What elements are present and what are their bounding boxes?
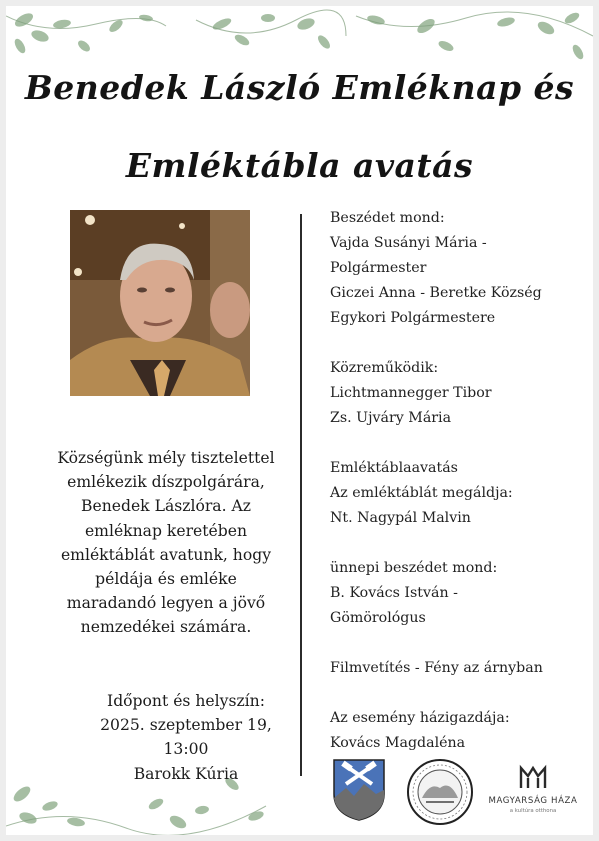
intro-paragraph bbox=[26, 446, 306, 640]
program-line: Közreműködik: bbox=[330, 360, 439, 376]
program-line: B. Kovács István - bbox=[330, 585, 458, 601]
magyarsag-haza-logo bbox=[486, 764, 580, 814]
event-date: 2025. szeptember 19, bbox=[100, 716, 272, 735]
top-leaf-garland bbox=[6, 6, 593, 76]
program-line: Az emléktáblát megáldja: bbox=[330, 485, 513, 501]
program-line: ünnepi beszédet mond: bbox=[330, 560, 498, 576]
intro-line: példája és emléke bbox=[95, 570, 237, 589]
program-block-festive-speech bbox=[330, 556, 592, 631]
program-block-host bbox=[330, 706, 592, 756]
intro-line: Benedek Lászlóra. Az bbox=[81, 497, 251, 516]
program-block-film bbox=[330, 656, 592, 681]
program-line: Polgármester bbox=[330, 260, 427, 276]
magyarsag-haza-logo-icon bbox=[518, 764, 548, 790]
magyarsag-haza-tagline: a kultúra otthona bbox=[509, 808, 557, 814]
intro-line: Községünk mély tisztelettel bbox=[57, 449, 275, 467]
program-line: Egykori Polgármestere bbox=[330, 310, 496, 326]
time-place-heading: Időpont és helyszín: bbox=[107, 692, 265, 710]
portrait-photo bbox=[70, 210, 250, 396]
program-line: Vajda Susányi Mária - bbox=[330, 235, 487, 251]
program-line: Zs. Ujváry Mária bbox=[330, 410, 452, 426]
poster-title-line2: Emléktábla avatás bbox=[125, 146, 474, 185]
poster-title-line1: Benedek László Emléknap és bbox=[24, 68, 575, 107]
coat-of-arms-icon bbox=[332, 758, 386, 822]
program-block-performers bbox=[330, 356, 592, 431]
program-list bbox=[330, 206, 592, 781]
program-line: Az esemény házigazdája: bbox=[330, 710, 510, 726]
intro-line: emléktáblát avatunk, hogy bbox=[60, 545, 272, 564]
magyarsag-haza-name: MAGYARSÁG HÁZA bbox=[488, 796, 578, 806]
intro-line: emlékezik díszpolgárára, bbox=[67, 473, 265, 492]
program-block-speakers bbox=[330, 206, 592, 331]
program-block-unveiling bbox=[330, 456, 592, 531]
program-line: Giczei Anna - Beretke Község bbox=[330, 285, 542, 301]
program-line: Filmvetítés - Fény az árnyban bbox=[330, 660, 543, 676]
event-time: 13:00 bbox=[163, 740, 209, 759]
event-venue: Barokk Kúria bbox=[133, 764, 239, 783]
program-line: Kovács Magdaléna bbox=[330, 735, 466, 751]
program-line: Lichtmannegger Tibor bbox=[330, 385, 492, 401]
intro-line: emléknap keretében bbox=[84, 521, 248, 540]
program-line: Gömörológus bbox=[330, 610, 426, 626]
program-line: Emléktáblaavatás bbox=[330, 460, 458, 476]
intro-line: maradandó legyen a jövő bbox=[66, 594, 266, 613]
intro-line: nemzedékei számára. bbox=[80, 618, 252, 637]
program-line: Beszédet mond: bbox=[330, 210, 445, 226]
round-seal-icon bbox=[406, 758, 474, 826]
program-line: Nt. Nagypál Malvin bbox=[330, 510, 471, 526]
time-and-place bbox=[26, 689, 346, 786]
poster bbox=[6, 6, 593, 835]
